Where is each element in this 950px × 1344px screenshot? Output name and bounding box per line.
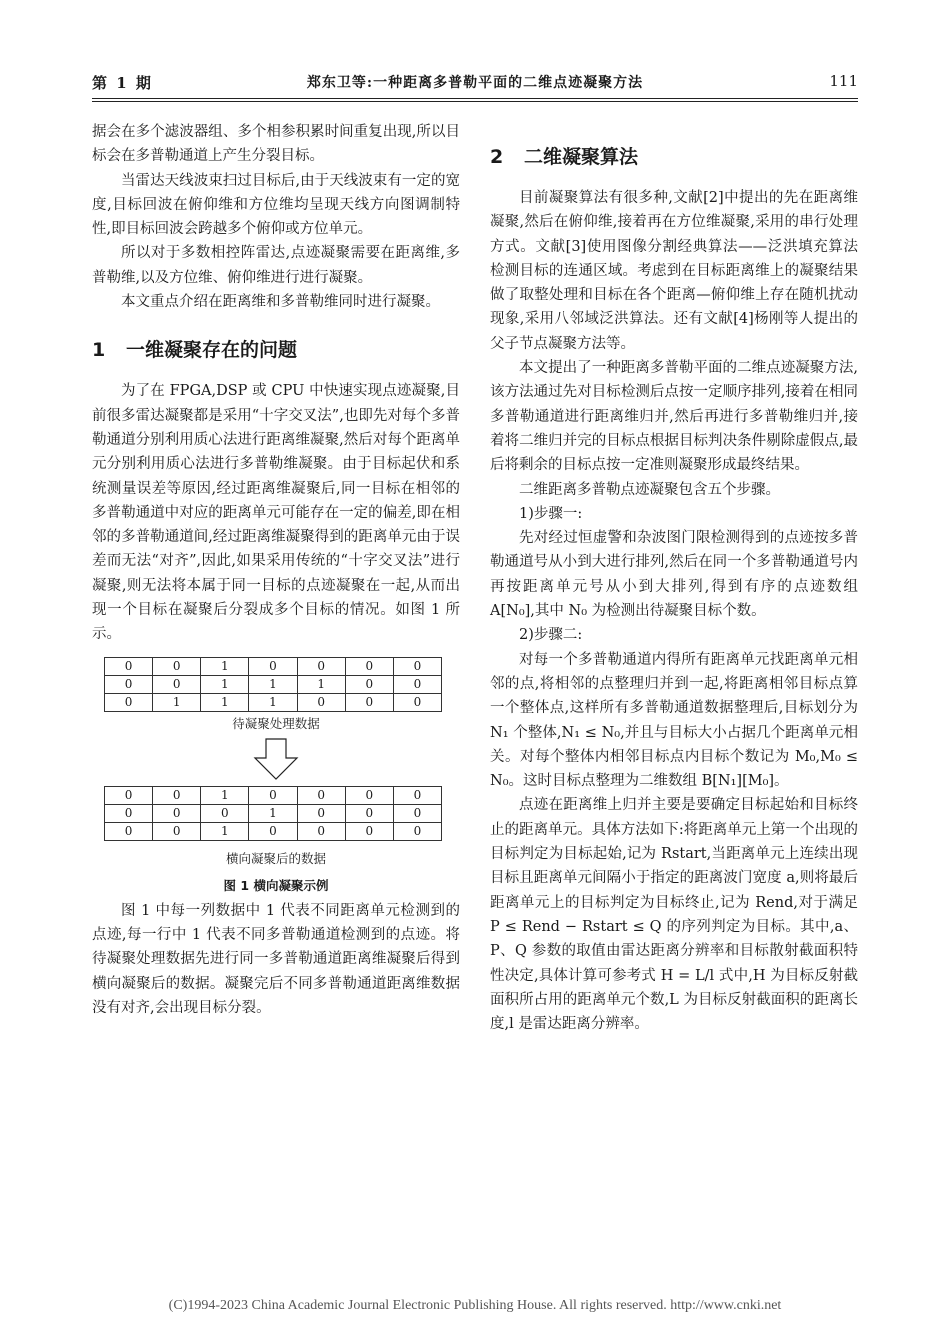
table-cell: 0 bbox=[105, 822, 153, 840]
section-number: 2 bbox=[490, 146, 504, 168]
table-cell: 0 bbox=[249, 786, 297, 804]
table-cell: 0 bbox=[297, 693, 345, 711]
section-title: 二维凝聚算法 bbox=[524, 146, 639, 168]
table-cell: 0 bbox=[393, 675, 441, 693]
copyright-footer: (C)1994-2023 China Academic Journal Electronic Publishing House. All rights reserved. http://www.cnki.net bbox=[168, 1298, 782, 1313]
table-cell: 1 bbox=[201, 693, 249, 711]
paragraph: 为了在 FPGA,DSP 或 CPU 中快速实现点迹凝聚,目前很多雷达凝聚都是采用“十字交叉法”,也即先对每个多普勒通道分别利用质心法进行距离维凝聚,然后对每个距离单元分别利用质心法进行多普勒维凝聚。由于目标起伏和系统测量误差等原因,经过距离维凝聚后,同一目标在相邻的多普勒通道中对应的距离单元可能存在一定的偏差,即在相邻的多普勒通道间,经过距离维凝聚得到的距离单元由于误差而无法“对齐”,因此,如果采用传统的“十字交叉法”进行凝聚,则无法将本属于同一目标的点迹凝聚在一起,从而出现一个目标在凝聚后分裂成多个目标的情况。如图 1 所示。 bbox=[92, 383, 460, 643]
figure-caption: 图 1 横向凝聚示例 bbox=[223, 877, 329, 893]
table-cell: 0 bbox=[345, 657, 393, 675]
raw-data-table bbox=[104, 657, 442, 712]
table-cell: 0 bbox=[105, 675, 153, 693]
left-column bbox=[92, 120, 460, 1020]
merged-data-table bbox=[104, 786, 442, 841]
table-cell: 0 bbox=[393, 693, 441, 711]
table-cell: 0 bbox=[345, 693, 393, 711]
paragraph: 目前凝聚算法有很多种,文献[2]中提出的先在距离维凝聚,然后在俯仰维,接着再在方位维凝聚,采用的串行处理方式。文献[3]使用图像分割经典算法——泛洪填充算法检测目标的连通区域。考虑到在目标距离维上的凝聚结果做了取整处理和目标在各个距离—俯仰维上存在随机扰动现象,采用八邻域泛洪算法。还有文献[4]杨刚等人提出的父子节点凝聚方法等。 bbox=[490, 190, 858, 352]
paragraph: 据会在多个滤波器组、多个相参积累时间重复出现,所以目标会在多普勒通道上产生分裂目标。 bbox=[92, 124, 460, 165]
section-title: 一维凝聚存在的问题 bbox=[126, 339, 298, 362]
table-cell: 0 bbox=[153, 804, 201, 822]
table-cell: 1 bbox=[153, 693, 201, 711]
table-cell: 0 bbox=[249, 822, 297, 840]
table-cell: 1 bbox=[201, 822, 249, 840]
header-rule-thick bbox=[92, 98, 858, 99]
table-cell: 0 bbox=[153, 657, 201, 675]
section-heading-1 bbox=[92, 337, 460, 363]
paragraph: 所以对于多数相控阵雷达,点迹凝聚需要在距离维,多普勒维,以及方位维、俯仰维进行进行凝聚。 bbox=[92, 245, 460, 286]
paragraph: 先对经过恒虚警和杂波图门限检测得到的点迹按多普勒通道号从小到大进行排列,然后在同一个多普勒通道号内再按距离单元号从小到大排列,得到有序的点迹数组 A[N₀],其中 N₀ 为检测出待凝聚目标个数。 bbox=[490, 530, 858, 620]
section-heading-2 bbox=[490, 144, 858, 170]
table-cell: 0 bbox=[249, 657, 297, 675]
table-cell: 1 bbox=[249, 675, 297, 693]
table-row bbox=[105, 657, 442, 675]
table-cell: 0 bbox=[345, 822, 393, 840]
step-label: 2)步骤二: bbox=[519, 627, 583, 644]
table-cell: 0 bbox=[393, 822, 441, 840]
down-arrow-icon bbox=[253, 738, 299, 780]
paragraph: 当雷达天线波束扫过目标后,由于天线波束有一定的宽度,目标回波在俯仰维和方位维均呈现天线方向图调制特性,即目标回波会跨越多个俯仰或方位单元。 bbox=[92, 172, 460, 238]
table-cell: 1 bbox=[201, 657, 249, 675]
table-cell: 0 bbox=[153, 822, 201, 840]
raw-data-label: 待凝聚处理数据 bbox=[232, 715, 320, 731]
table-row bbox=[105, 693, 442, 711]
section-number: 1 bbox=[92, 339, 106, 362]
table-row bbox=[105, 675, 442, 693]
merged-data-label: 横向凝聚后的数据 bbox=[225, 850, 326, 866]
table-cell: 0 bbox=[105, 693, 153, 711]
paragraph: 本文重点介绍在距离维和多普勒维同时进行凝聚。 bbox=[121, 294, 440, 311]
table-cell: 0 bbox=[345, 675, 393, 693]
table-row bbox=[105, 786, 442, 804]
table-cell: 0 bbox=[393, 804, 441, 822]
table-cell: 0 bbox=[345, 786, 393, 804]
table-cell: 0 bbox=[201, 804, 249, 822]
table-cell: 1 bbox=[201, 675, 249, 693]
table-cell: 1 bbox=[297, 675, 345, 693]
paragraph: 本文提出了一种距离多普勒平面的二维点迹凝聚方法,该方法通过先对目标检测后点按一定顺序排列,接着在相同多普勒通道进行距离维归并,然后再进行多普勒维归并,接着将二维归并完的目标点根据目标判决条件剔除虚假点,最后将剩余的目标点按一定准则凝聚形成最终结果。 bbox=[490, 360, 858, 474]
table-cell: 1 bbox=[249, 804, 297, 822]
table-cell: 1 bbox=[249, 693, 297, 711]
table-cell: 0 bbox=[297, 804, 345, 822]
issue-label: 第 1 期 bbox=[92, 74, 153, 92]
table-cell: 0 bbox=[297, 786, 345, 804]
right-column bbox=[490, 120, 858, 1036]
table-cell: 0 bbox=[105, 804, 153, 822]
table-cell: 0 bbox=[393, 657, 441, 675]
table-cell: 0 bbox=[105, 786, 153, 804]
paragraph: 图 1 中每一列数据中 1 代表不同距离单元检测到的点迹,每一行中 1 代表不同多普勒通道检测到的点迹。将待凝聚处理数据先进行同一多普勒通道距离维凝聚后得到横向凝聚后的数据。凝聚完后不同多普勒通道距离维数据没有对齐,会出现目标分裂。 bbox=[92, 902, 460, 1016]
figure-1 bbox=[92, 657, 460, 897]
table-row bbox=[105, 822, 442, 840]
table-cell: 0 bbox=[105, 657, 153, 675]
table-cell: 0 bbox=[297, 822, 345, 840]
table-cell: 1 bbox=[201, 786, 249, 804]
paragraph: 二维距离多普勒点迹凝聚包含五个步骤。 bbox=[519, 481, 780, 498]
header-rule-thin bbox=[92, 101, 858, 102]
table-cell: 0 bbox=[393, 786, 441, 804]
table-cell: 0 bbox=[153, 675, 201, 693]
table-cell: 0 bbox=[345, 804, 393, 822]
step-label: 1)步骤一: bbox=[519, 505, 583, 522]
paragraph: 对每一个多普勒通道内得所有距离单元找距离单元相邻的点,将相邻的点整理归并到一起,将距离相邻目标点算一个整体点,这样所有多普勒通道数据整理后,目标划分为 N₁ 个整体,N₁ ≤ N₀,并且与目标大小占据几个距离单元相关。对每个整体内相邻目标点内目标个数记为 M₀,M₀ ≤ N₀。这时目标点整理为二维数组 B[N₁][M₀]。 bbox=[490, 651, 858, 790]
table-cell: 0 bbox=[153, 786, 201, 804]
table-cell: 0 bbox=[297, 657, 345, 675]
page-number: 111 bbox=[829, 72, 858, 90]
running-title: 郑东卫等:一种距离多普勒平面的二维点迹凝聚方法 bbox=[306, 75, 644, 91]
running-header bbox=[92, 72, 858, 102]
table-row bbox=[105, 804, 442, 822]
paragraph: 点迹在距离维上归并主要是要确定目标起始和目标终止的距离单元。具体方法如下:将距离单元上第一个出现的目标判定为目标起始,记为 Rstart,当距离单元上连续出现目标且距离单元间隔小于指定的距离波门宽度 a,则将最后距离单元上的目标判定为目标终止,记为 Rend,对于满足 P ≤ Rend − Rstart ≤ Q 的序列判定为目标。其中,a、P、Q 参数的取值由雷达距离分辨率和目标散射截面积特性决定,具体计算可参考式 H = L/l 式中,H 为目标反射截面积所占用的距离单元个数,L 为目标反射截面积的距离长度,l 是雷达距离分辨率。 bbox=[490, 797, 858, 1033]
